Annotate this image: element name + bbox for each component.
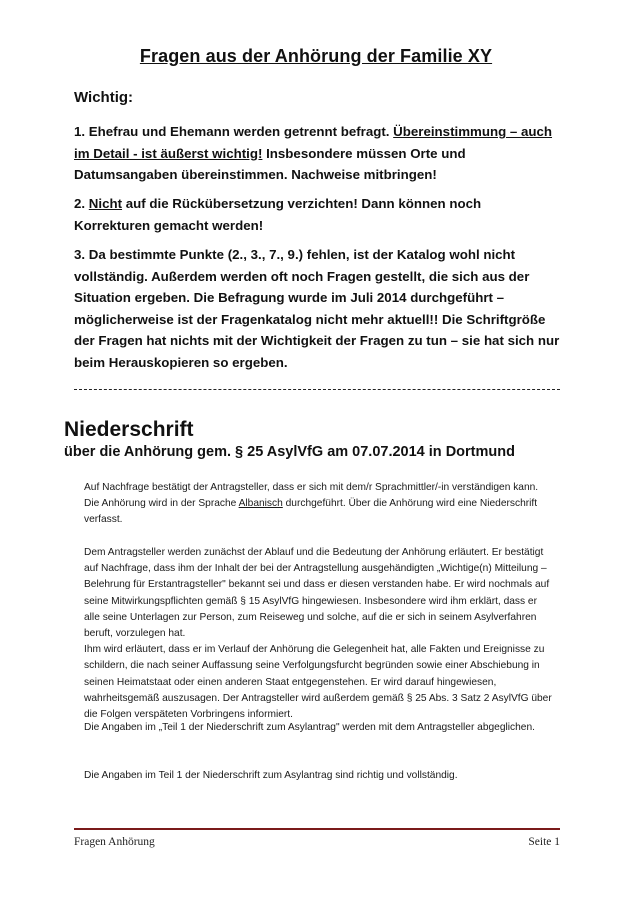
scan-title: Niederschrift (64, 418, 194, 441)
scan-paragraph-3: Die Angaben im „Teil 1 der Niederschrift zum Asylantrag" werden mit dem Antragsteller abgeglichen. (84, 722, 535, 733)
note-item-1 (74, 121, 560, 186)
important-heading: Wichtig: (74, 89, 134, 106)
dashed-separator (74, 389, 560, 390)
scan-paragraph-1-pre: Auf Nachfrage bestätigt der Antragsteller, dass er sich mit dem/r Sprachmittler/-in verständigen kann. Die Anhörung wird in der Sprache (84, 482, 539, 510)
scan-language: Albanisch (238, 498, 283, 510)
scan-paragraph-1-post: durchgeführt. Über die Anhörung wird eine Niederschrift verfasst. (84, 498, 538, 526)
scanned-excerpt-header (64, 418, 560, 462)
scan-paragraph-4: Die Angaben im Teil 1 der Niederschrift zum Asylantrag sind richtig und vollständig. (84, 770, 458, 781)
note-item-2-text-a: 2. (74, 196, 89, 211)
scan-paragraph-2-text: Dem Antragsteller werden zunächst der Ablauf und die Bedeutung der Anhörung erläutert. Er bestätigt auf Nachfrage, dass ihm der Inhalt der bei der Antragstellung ausgehändigten „Wichtige(n) Mitteilung – Belehrung für Erstantragsteller" bekannt sei und dass er diesen verstanden habe. Er wird nochmals auf seine Mitwirkungspflichten gemäß § 15 AsylVfG hingewiesen. Insbesondere wird ihm erklärt, dass er alle seine Unterlagen zur Person, zum Reiseweg und solche, auf die er sich in seinem Asylverfahren beruft, vorzulegen hat. (84, 547, 550, 640)
scan-paragraph-1 (84, 480, 554, 529)
note-item-3-text: 3. Da bestimmte Punkte (2., 3., 7., 9.) fehlen, ist der Katalog wohl nicht vollständig. Außerdem werden oft noch Fragen gestellt, die sich aus der Situation ergeben. Die Befragung wurde im Juli 2014 durchgeführt – möglicherweise ist der Fragenkatalog nicht mehr aktuell!! Die Schriftgröße der Fragen hat nichts mit der Wichtigkeit der Fragen zu tun – sie hat sich nur beim Herauskopieren so ergeben. (74, 247, 560, 370)
note-item-2-text-c: auf die Rückübersetzung verzichten! Dann können noch Korrekturen gemacht werden! (74, 196, 482, 233)
scan-paragraph-2 (84, 545, 554, 723)
footer-title: Fragen Anhörung (74, 836, 155, 848)
page-number: Seite 1 (528, 836, 560, 848)
footer-rule (74, 828, 560, 830)
note-item-1-emphasis: Übereinstimmung – auch im Detail - ist äußerst wichtig! (74, 124, 553, 161)
page-title: Fragen aus der Anhörung der Familie XY (139, 46, 493, 66)
note-item-1-text-c: Insbesondere müssen Orte und Datumsangaben übereinstimmen. Nachweise mitbringen! (74, 145, 466, 182)
note-item-2-emphasis: Nicht (88, 196, 123, 211)
scan-paragraph-2b-text: Ihm wird erläutert, dass er im Verlauf der Anhörung die Gelegenheit hat, alle Fakten und Ereignisse zu schildern, die nach seiner Auffassung seine Verfolgungsfurcht begründen sowie einer Abschiebung in seinen Heimatstaat oder einen anderen Staat entgegenstehen. Er wird darauf hingewiesen, wahrheitsgemäß auszusagen. Der Antragsteller wird außerdem gemäß § 25 Abs. 3 Satz 2 AsylVfG über die Folgen verspäteten Vorbringens informiert. (84, 644, 552, 721)
note-item-3 (74, 244, 560, 373)
note-item-1-text-a: 1. Ehefrau und Ehemann werden getrennt befragt. (74, 124, 394, 139)
note-item-2 (74, 193, 560, 236)
scan-subtitle: über die Anhörung gem. § 25 AsylVfG am 07.07.2014 in Dortmund (64, 444, 515, 460)
